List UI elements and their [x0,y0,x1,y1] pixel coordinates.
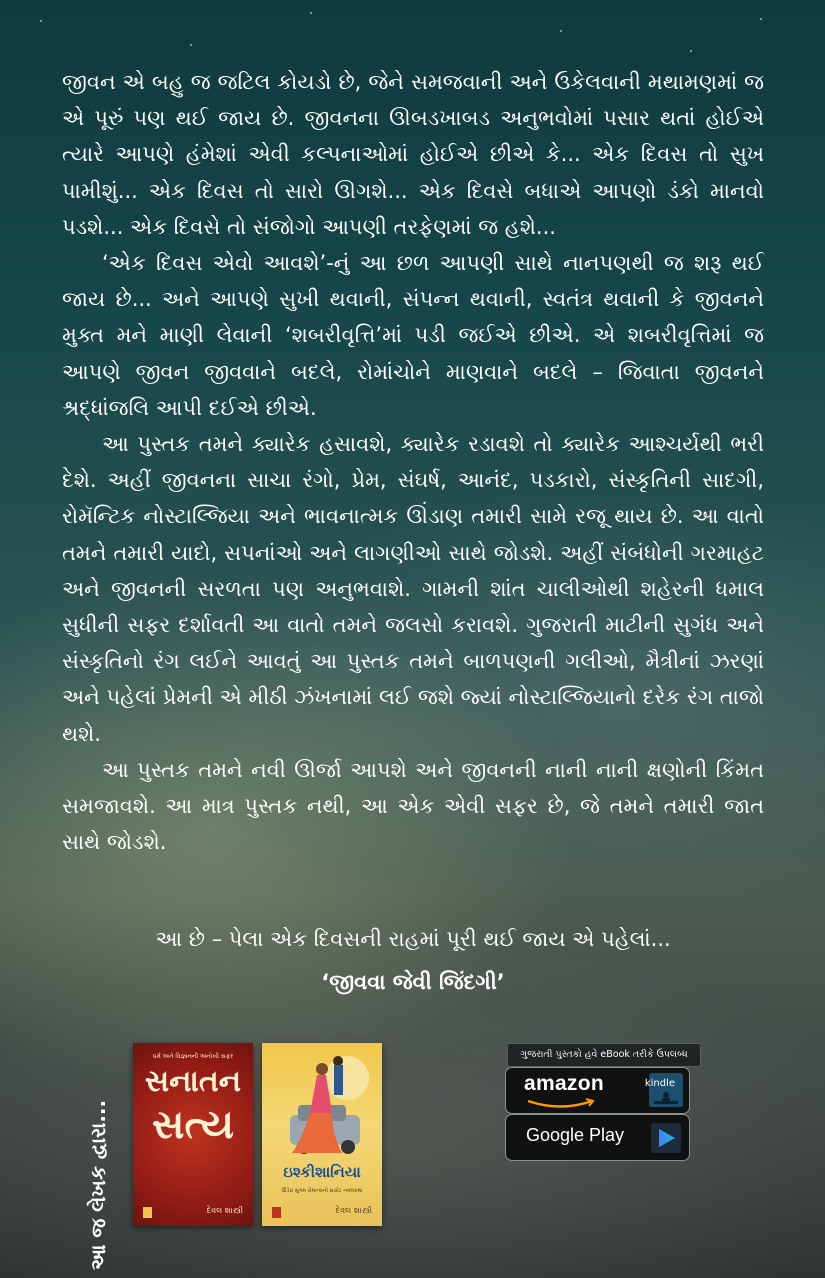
book-cover-illustration [262,1043,382,1226]
background-star [40,20,42,22]
kindle-icon [644,1073,683,1107]
book-cover-sanatan-satya[interactable] [133,1043,253,1226]
background-star [560,30,562,32]
background-star [310,12,312,14]
book-title-line2: સત્ય [152,1101,234,1148]
publisher-logo-icon [272,1207,281,1218]
amazon-smile-icon [526,1098,596,1110]
play-triangle-icon [651,1123,681,1153]
background-star [690,50,692,52]
google-play-books-icon [651,1123,681,1153]
book-cover-ishkishaniya[interactable] [262,1043,382,1226]
kindle-label: kindle [644,1078,675,1089]
paragraph-3: આ પુસ્તક તમને ક્યારેક હસાવશે, ક્યારેક રડાવશે તો ક્યારેક આશ્ચર્યથી ભરી દેશે. અહીં જીવનના સાચા રંગો, પ્રેમ, સંઘર્ષ, આનંદ, પડકારો, સંસ્કૃતિની સાદગી, રોમૅન્ટિક નોસ્ટાલ્જિયા અને ભાવનાત્મક ઊંડાણ તમારી સામે રજૂ થાય છે. આ વાતો તમને તમારી યાદો, સપનાંઓ અને લાગણીઓ સાથે જોડશે. અહીં સંબંધોની ગરમાહટ અને જીવનની સરળતા પણ અનુભવાશે. ગામની શાંત ચાલીઓથી શહેરની ધમાલ સુધીની સફર દર્શાવતી આ વાતો તમને જલસો કરાવશે. ગુજરાતી માટીની સુગંધ અને સંસ્કૃતિનો રંગ લઈને આવતું આ પુસ્તક તમને બાળપણની ગલીઓ, મૈત્રીનાં ઝરણાં અને પહેલાં પ્રેમની એ મીઠી ઝંખનામાં લઈ જશે જ્યાં નોસ્ટાલ્જિયાનો દરેક રંગ તાજો થશે. [62,432,764,746]
by-same-author-label: આ જ લેખક દ્વારા... [86,1099,110,1270]
amazon-logo-text: amazon [524,1072,604,1095]
google-play-button[interactable] [505,1114,690,1161]
ebook-availability-label: ગુજરાતી પુસ્તકો હવે eBook તરીકે ઉપલબ્ધ [507,1043,701,1067]
book-title-line1: સનાતન [144,1064,242,1099]
background-star [190,44,192,46]
book-author: દેવલ શાસ્ત્રી [206,1206,243,1215]
paragraph-4: આ પુસ્તક તમને નવી ઊર્જા આપશે અને જીવનની નાની નાની ક્ષણોની કિંમત સમજાવશે. આ માત્ર પુસ્તક નથી, આ એક એવી સફર છે, જે તમને તમારી જાત સાથે જોડશે. [62,757,764,855]
publisher-logo-icon [143,1207,152,1218]
closing-line: આ છે – પેલા એક દિવસની રાહમાં પૂરી થઈ જાય એ પહેલાં... [155,927,671,951]
paragraph-1: જીવન એ બહુ જ જટિલ કોયડો છે, જેને સમજવાની અને ઉકેલવાની મથામણમાં જ એ પૂરું પણ થઈ જાય છે. જીવનના ઊબડખાબડ અનુભવોમાં પસાર થતાં હોઈએ ત્યારે આપણે હંમેશાં એવી કલ્પનાઓમાં હોઈએ છીએ કે... એક દિવસ તો સુખ પામીશું... એક દિવસ તો સારો ઊગશે... એક દિવસે બધાએ આપણો ડંકો માનવો પડશે... એક દિવસે તો સંજોગો આપણી તરફેણમાં જ હશે... [62,70,764,239]
book-subtitle: ઊંડેરા સુગમ રોમાન્સની સચોટ નવલકથા [281,1188,363,1194]
book-tagline: ધર્મ અને વિજ્ઞાનની અનોખી સફર [152,1053,234,1060]
book-title-quote: ‘જીવવા જેવી જિંદગી’ [321,970,505,994]
google-play-label: Google Play [526,1125,625,1145]
paragraph-2: ‘એક દિવસ એવો આવશે’-નું આ છળ આપણી સાથે નાનપણથી જ શરૂ થઈ જાય છે... અને આપણે સુખી થવાની, સંપન્ન થવાની, સ્વતંત્ર થવાની કે જીવનને મુક્ત મને માણી લેવાની ‘શબરીવૃત્તિ’માં પડી જઈએ છીએ. એ શબરીવૃત્તિમાં જ આપણે જીવન જીવવાને બદલે, રોમાંચોને માણવાને બદલે – જિવાતા જીવનને શ્રદ્ધાંજલિ આપી દઈએ છીએ. [62,251,764,420]
background-star [760,18,762,20]
amazon-kindle-button[interactable] [505,1067,690,1114]
back-cover-blurb [62,64,764,860]
book-author: દેવલ શાસ્ત્રી [335,1206,372,1215]
book-title: ઇશ્કીશાનિયા [283,1163,361,1181]
